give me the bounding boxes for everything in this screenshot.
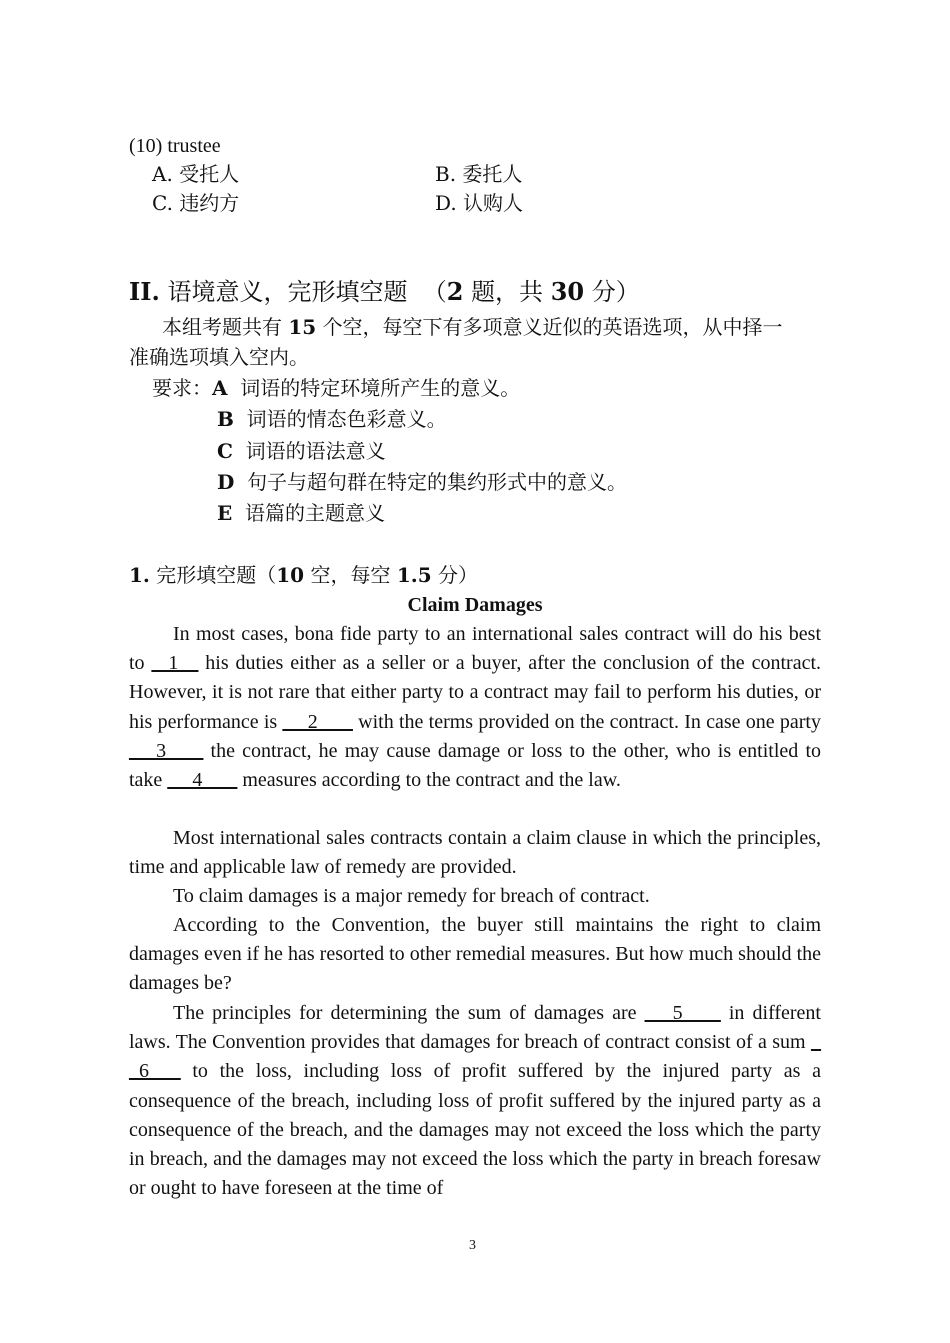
- section-sep: .: [151, 277, 160, 306]
- requirement-c: [217, 437, 386, 466]
- requirement-label: 要求：: [152, 376, 212, 400]
- option-label: D.: [435, 191, 457, 215]
- section-count: 2: [446, 277, 464, 306]
- requirement-text: 语篇的主题意义: [244, 501, 385, 525]
- passage-text: to the loss, including loss of profit suffered by the injured party as a consequence of the breach, including loss of profit suffered by the injured party as a consequence of the breach, and the damages may not exceed the loss which the party in breach, and the damages may not exceed the loss which the party in breach foresaw or ought to have foreseen at the time of: [129, 1060, 822, 1200]
- intro-rest: 个空，每空下有多项意义近似的英语选项，从中择一: [322, 315, 783, 339]
- option-text: 委托人: [462, 162, 523, 186]
- option-d: [435, 189, 523, 218]
- passage-paragraph-1: [129, 620, 821, 795]
- passage-title: Claim Damages: [407, 594, 543, 616]
- blank-2[interactable]: _ _2_ __: [282, 710, 353, 733]
- task-end: 分）: [437, 563, 478, 587]
- passage-paragraph-2: Most international sales contracts contain a claim clause in which the principles, time and applicable law of remedy are provided.: [129, 827, 821, 879]
- blank-1[interactable]: _ 1__: [151, 652, 199, 675]
- option-text: 认购人: [463, 191, 524, 215]
- requirement-letter: B: [217, 407, 234, 431]
- option-c: [152, 189, 239, 218]
- passage-text: with the terms provided on the contract. In case one party: [352, 710, 821, 733]
- section-mid: 题，共: [471, 278, 544, 306]
- requirement-text: 句子与超句群在特定的集约形式中的意义。: [247, 470, 628, 494]
- option-text: 受托人: [179, 162, 240, 186]
- intro-line2: 准确选项填入空内。: [129, 345, 309, 369]
- blank-4[interactable]: _ _4_ __: [167, 769, 238, 792]
- requirement-text: 词语的情态色彩意义。: [246, 407, 447, 431]
- passage-text: in different laws. The Convention provides that damages for breach of contract consist of a sum: [129, 1002, 821, 1054]
- task-mid: 空，每空: [310, 563, 391, 587]
- option-a: [152, 160, 239, 189]
- section-number: II: [129, 277, 152, 306]
- requirement-text: 词语的语法意义: [245, 439, 386, 463]
- requirement-d: [217, 468, 627, 497]
- passage-paragraph-4: According to the Convention, the buyer still maintains the right to claim damages even if he has resorted to other remedial measures. But how much should the damages be?: [129, 914, 821, 995]
- passage-text: measures according to the contract and the law.: [237, 769, 621, 792]
- task-number: 1: [129, 563, 143, 587]
- intro-prefix: 本组考题共有: [162, 315, 282, 339]
- blank-5[interactable]: _ _5_ __: [644, 1002, 721, 1024]
- requirement-letter: D: [217, 470, 235, 494]
- option-label: B.: [435, 162, 457, 186]
- passage-text: his duties either as a seller or a buyer, after the conclusion of the contract. However, it is not rare that either party to a contract may fail to perform his duties, or his performance is: [129, 652, 822, 733]
- section-heading: [129, 276, 640, 308]
- intro-line1: [162, 313, 783, 342]
- section-end: 分）: [591, 278, 640, 306]
- task-blanks: 10: [276, 563, 305, 587]
- task-points: 1.5: [396, 563, 432, 587]
- requirement-letter: A: [212, 376, 228, 400]
- passage-text: the contract, he may cause damage or loss to the other, who is entitled to take: [129, 739, 822, 792]
- task-sep: .: [142, 563, 150, 587]
- passage-paragraph-3: To claim damages is a major remedy for breach of contract.: [173, 885, 650, 907]
- question-stem: (10) trustee: [129, 135, 221, 157]
- intro-count: 15: [288, 315, 317, 339]
- passage-text: The principles for determining the sum of damages are: [173, 1002, 645, 1024]
- requirement-a: [152, 374, 520, 403]
- passage-text: In most cases, bona fide party to an international sales contract will do his best to: [129, 623, 821, 675]
- requirement-letter: C: [217, 439, 233, 463]
- section-title: 语境意义，完形填空题: [167, 278, 408, 306]
- passage-paragraph-5: [129, 999, 821, 1203]
- option-b: [435, 160, 522, 189]
- option-label: C.: [152, 191, 173, 215]
- section-score: 30: [550, 277, 585, 306]
- page-number: 3: [469, 1238, 476, 1253]
- blank-3[interactable]: _ _3_ __: [129, 739, 204, 762]
- requirement-e: [217, 499, 385, 528]
- section-paren: （: [422, 278, 447, 306]
- option-label: A.: [152, 162, 173, 186]
- task-label: 完形填空题（: [156, 563, 277, 587]
- requirement-letter: E: [217, 501, 233, 525]
- requirement-b: [217, 405, 447, 434]
- task-heading: [129, 561, 478, 590]
- blank-6[interactable]: _ _6_ _: [129, 1031, 821, 1083]
- requirement-text: 词语的特定环境所产生的意义。: [240, 376, 521, 400]
- option-text: 违约方: [179, 191, 240, 215]
